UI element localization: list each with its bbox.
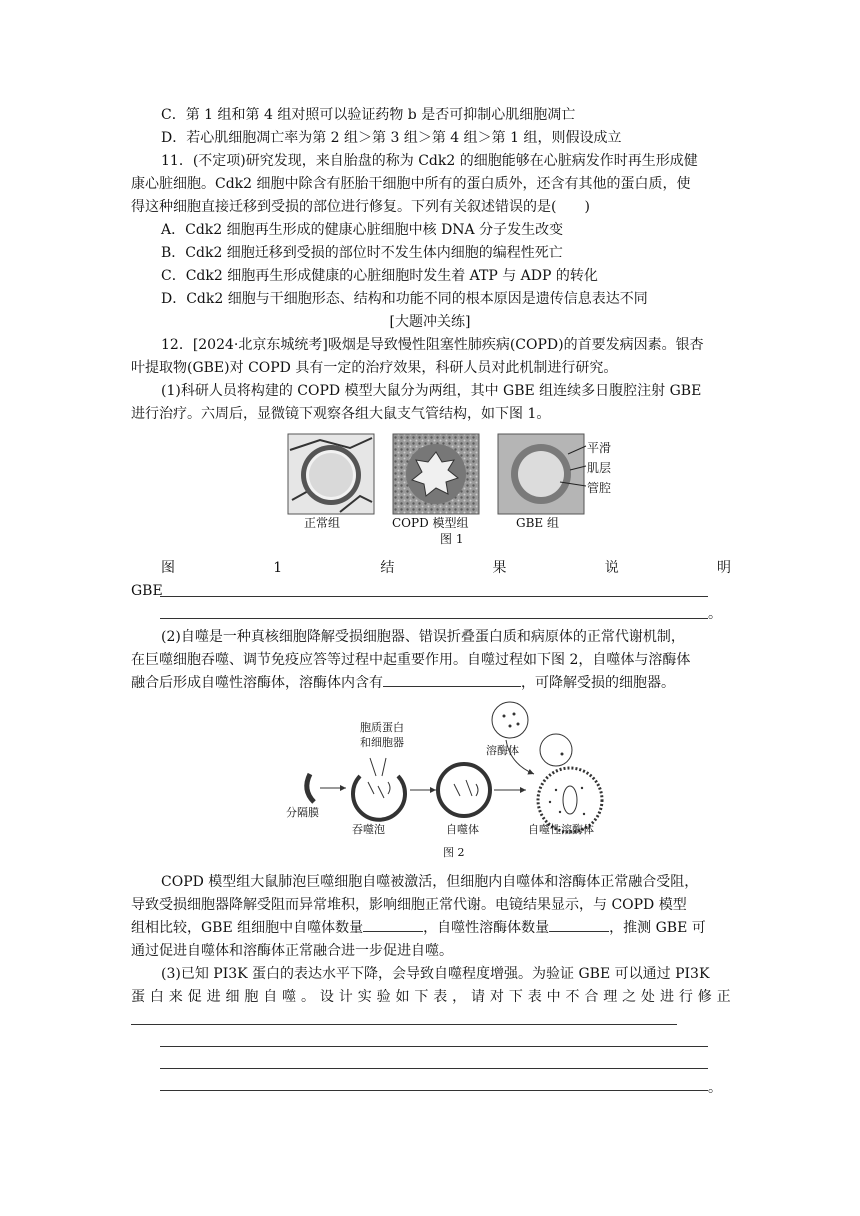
fig1-caption: 图 1: [440, 532, 464, 546]
word: 自: [263, 989, 278, 1005]
q12-intro-line-1: 12．[2024·北京东城统考]吸烟是导致慢性阻塞性肺疾病(COPD)的首要发病因素。银杏: [161, 337, 704, 353]
q12-part2b-line-1: COPD 模型组大鼠肺泡巨噬细胞自噬被激活，但细胞内自噬体和溶酶体正常融合受阻，: [161, 874, 699, 890]
q11-stem-line-3: 得这种细胞直接迁移到受损的部位进行修复。下列有关叙述错误的是( ): [131, 199, 590, 215]
word: 正: [716, 989, 731, 1005]
answer-blank-1b[interactable]: [160, 618, 708, 619]
word: 合: [584, 989, 599, 1005]
q11-stem-line-2: 康心脏细胞。Cdk2 细胞中除含有胚胎干细胞中所有的蛋白质外，还含有其他的蛋白质，使: [131, 176, 691, 192]
period-2: 。: [708, 1080, 722, 1096]
word: 来: [168, 989, 183, 1005]
q12-part2-line-1: (2)自噬是一种真核细胞降解受损细胞器、错误折叠蛋白质和病原体的正常代谢机制，: [161, 629, 685, 645]
word: ，: [452, 989, 467, 1005]
word: 进: [659, 989, 674, 1005]
fig2-caption: 图 2: [443, 846, 465, 859]
q12-part3-line-2: [131, 986, 731, 1008]
q11-option-a: A．Cdk2 细胞再生形成的健康心脏细胞中核 DNA 分子发生改变: [161, 222, 564, 238]
word: 明: [716, 560, 731, 576]
word: 白: [149, 989, 164, 1005]
text: ，自噬性溶酶体数量: [423, 920, 550, 936]
fig1-side-label-3: 管腔: [587, 481, 612, 495]
q12-part2b-line-4: 通过促进自噬体和溶酶体正常融合进一步促进自噬。: [131, 943, 453, 959]
word: 理: [603, 989, 618, 1005]
q12-part2-line-2: 在巨噬细胞吞噬、调节免疫应答等过程中起重要作用。自噬过程如下图 2，自噬体与溶酶体: [131, 652, 691, 668]
word: 计: [338, 989, 353, 1005]
answer-blank-4[interactable]: [549, 917, 609, 932]
word: 如: [395, 989, 410, 1005]
fig2-label-lysosome: 溶酶体: [486, 744, 519, 757]
word: 中: [546, 989, 561, 1005]
fig2-label-organelle: 和细胞器: [360, 736, 404, 749]
answer-blank-5b[interactable]: [160, 1046, 708, 1047]
fig1-side-label-1: 平滑: [587, 441, 612, 455]
word: 设: [319, 989, 334, 1005]
micrograph-normal: [288, 434, 374, 514]
word: 之: [622, 989, 637, 1005]
section-title: [大题冲关练]: [389, 314, 471, 330]
word: 处: [641, 989, 656, 1005]
word: 修: [697, 989, 712, 1005]
autophagosome: [438, 764, 490, 816]
fig2-label-autophagosome: 自噬体: [446, 823, 479, 836]
answer-blank-2[interactable]: [383, 672, 521, 687]
word: 实: [357, 989, 372, 1005]
word: 不: [565, 989, 580, 1005]
fig2-label-protein: 胞质蛋白: [360, 721, 404, 734]
word: 1: [273, 560, 283, 576]
word: 行: [678, 989, 693, 1005]
word: 对: [489, 989, 504, 1005]
word: 果: [492, 560, 507, 576]
word: 噬: [282, 989, 297, 1005]
phagophore: [353, 776, 405, 820]
lysosome: [492, 702, 528, 738]
text: 融合后形成自噬性溶酶体，溶酶体内含有: [131, 675, 383, 691]
q10-option-d: D．若心肌细胞凋亡率为第 2 组＞第 3 组＞第 4 组＞第 1 组，则假设成立: [161, 130, 622, 146]
fig1-question-line: [161, 557, 731, 579]
fig2-label-phagophore: 吞噬泡: [352, 823, 385, 836]
q11-option-b: B．Cdk2 细胞迁移到受损的部位时不发生体内细胞的编程性死亡: [161, 245, 563, 261]
fig2-label-autolysosome: 自噬性溶酶体: [528, 823, 594, 836]
q12-part2b-line-3: [131, 917, 706, 939]
word: 图: [161, 560, 175, 576]
fig1-side-label-2: 肌层: [587, 461, 612, 475]
answer-blank-1a[interactable]: [160, 596, 708, 597]
figure-1-micrographs: [280, 430, 620, 520]
micrograph-copd-model: [393, 434, 479, 514]
q12-part2-line-3: [131, 672, 675, 694]
word: 表: [527, 989, 542, 1005]
word: 说: [604, 560, 619, 576]
answer-blank-5c[interactable]: [160, 1068, 708, 1069]
fig2-label-membrane: 分隔膜: [286, 806, 319, 819]
figure-2-autophagy-diagram: [280, 700, 620, 840]
word: 胞: [244, 989, 259, 1005]
word: 验: [376, 989, 391, 1005]
fig1-label-copd: COPD 模型组: [392, 516, 469, 530]
word: 下: [414, 989, 429, 1005]
word: 下: [508, 989, 523, 1005]
answer-blank-5a[interactable]: [131, 1024, 677, 1025]
word: 进: [206, 989, 221, 1005]
q12-part2b-line-2: 导致受损细胞器降解受阻而异常堆积，影响细胞正常代谢。电镜结果显示，与 COPD 模型: [131, 897, 687, 913]
fig1-answer-start: GBE: [131, 583, 163, 599]
word: 表: [433, 989, 448, 1005]
q12-part1-line-1: (1)科研人员将构建的 COPD 模型大鼠分为两组，其中 GBE 组连续多日腹腔注射 GBE: [161, 383, 702, 399]
answer-blank-5d[interactable]: [160, 1090, 708, 1091]
word: 促: [187, 989, 202, 1005]
word: 请: [471, 989, 486, 1005]
q12-part3-line-1: (3)已知 PI3K 蛋白的表达水平下降，会导致自噬程度增强。为验证 GBE 可以通过 PI3K: [161, 966, 710, 982]
text: ，可降解受损的细胞器。: [521, 675, 675, 691]
q10-option-c: C．第 1 组和第 4 组对照可以验证药物 b 是否可抑制心肌细胞凋亡: [161, 107, 576, 123]
q12-intro-line-2: 叶提取物(GBE)对 COPD 具有一定的治疗效果，科研人员对此机制进行研究。: [131, 360, 618, 376]
answer-blank-3[interactable]: [363, 917, 423, 932]
fig1-label-gbe: GBE 组: [516, 516, 559, 530]
q11-option-c: C．Cdk2 细胞再生形成健康的心脏细胞时发生着 ATP 与 ADP 的转化: [161, 268, 598, 284]
word: 蛋: [131, 989, 145, 1005]
text: ，推测 GBE 可: [609, 920, 706, 936]
separating-membrane: [307, 774, 314, 802]
micrograph-gbe: [498, 434, 586, 514]
text: 组相比较，GBE 组细胞中自噬体数量: [131, 920, 364, 936]
q12-part1-line-2: 进行治疗。六周后，显微镜下观察各组大鼠支气管结构，如下图 1。: [131, 406, 551, 422]
q11-stem-line-1: 11．(不定项)研究发现，来自胎盘的称为 Cdk2 的细胞能够在心脏病发作时再生形成健: [161, 153, 698, 169]
word: 。: [301, 989, 316, 1005]
fig1-label-normal: 正常组: [304, 516, 341, 530]
word: 细: [225, 989, 240, 1005]
q11-option-d: D．Cdk2 细胞与干细胞形态、结构和功能不同的根本原因是遗传信息表达不同: [161, 291, 648, 307]
period: 。: [708, 606, 722, 622]
word: 结: [380, 560, 395, 576]
